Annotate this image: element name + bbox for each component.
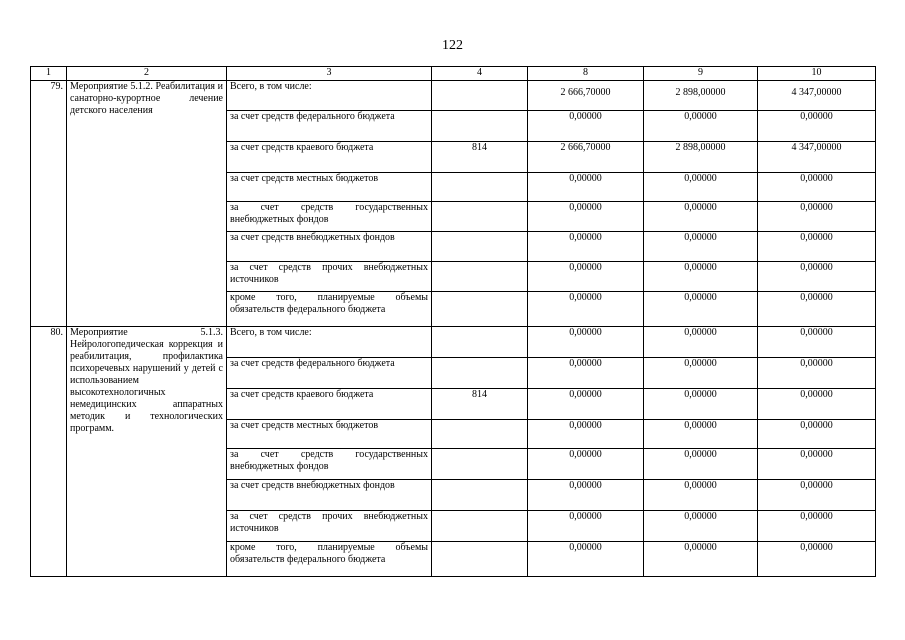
- source-label: за счет средств федерального бюджета: [227, 111, 432, 142]
- value-col-10: 4 347,00000: [758, 142, 876, 173]
- value-col-8: 0,00000: [528, 202, 644, 232]
- value-col-8: 0,00000: [528, 232, 644, 262]
- value-col-8: 0,00000: [528, 511, 644, 542]
- value-col-9: 0,00000: [644, 480, 758, 511]
- source-label: за счет средств местных бюджетов: [227, 420, 432, 449]
- value-col-9: 0,00000: [644, 511, 758, 542]
- header-col-10: 10: [758, 67, 876, 81]
- source-label: за счет средств местных бюджетов: [227, 173, 432, 202]
- source-label: за счет средств прочих внебюджетных источников: [227, 262, 432, 292]
- value-col-8: 0,00000: [528, 292, 644, 327]
- source-label: кроме того, планируемые объемы обязательств федерального бюджета: [227, 542, 432, 577]
- source-label: за счет средств федерального бюджета: [227, 358, 432, 389]
- value-col-10: 0,00000: [758, 202, 876, 232]
- table-row: [31, 81, 876, 111]
- value-col-10: 0,00000: [758, 327, 876, 358]
- source-label: Всего, в том числе:: [227, 327, 432, 358]
- header-col-4: 4: [432, 67, 528, 81]
- value-col-8: 0,00000: [528, 327, 644, 358]
- value-col-8: 2 666,70000: [528, 81, 644, 111]
- value-col-9: 2 898,00000: [644, 81, 758, 111]
- value-col-9: 0,00000: [644, 358, 758, 389]
- code-cell: [432, 173, 528, 202]
- header-row: [31, 67, 876, 81]
- row-index: 79.: [31, 81, 67, 327]
- code-cell: [432, 542, 528, 577]
- value-col-9: 0,00000: [644, 542, 758, 577]
- value-col-10: 0,00000: [758, 480, 876, 511]
- value-col-8: 0,00000: [528, 389, 644, 420]
- table-row: [31, 327, 876, 358]
- row-index: 80.: [31, 327, 67, 577]
- code-cell: 814: [432, 389, 528, 420]
- value-col-10: 0,00000: [758, 449, 876, 480]
- value-col-8: 2 666,70000: [528, 142, 644, 173]
- value-col-9: 2 898,00000: [644, 142, 758, 173]
- value-col-10: 0,00000: [758, 389, 876, 420]
- header-col-9: 9: [644, 67, 758, 81]
- value-col-9: 0,00000: [644, 420, 758, 449]
- source-label: за счет средств краевого бюджета: [227, 142, 432, 173]
- value-col-9: 0,00000: [644, 292, 758, 327]
- code-cell: [432, 232, 528, 262]
- value-col-9: 0,00000: [644, 111, 758, 142]
- value-col-10: 0,00000: [758, 420, 876, 449]
- code-cell: [432, 81, 528, 111]
- code-cell: [432, 358, 528, 389]
- value-col-9: 0,00000: [644, 173, 758, 202]
- code-cell: [432, 111, 528, 142]
- code-cell: [432, 480, 528, 511]
- source-label: за счет средств внебюджетных фондов: [227, 232, 432, 262]
- source-label: кроме того, планируемые объемы обязательств федерального бюджета: [227, 292, 432, 327]
- code-cell: [432, 511, 528, 542]
- code-cell: [432, 262, 528, 292]
- value-col-8: 0,00000: [528, 542, 644, 577]
- value-col-9: 0,00000: [644, 262, 758, 292]
- value-col-8: 0,00000: [528, 420, 644, 449]
- code-cell: 814: [432, 142, 528, 173]
- source-label: за счет средств прочих внебюджетных источников: [227, 511, 432, 542]
- value-col-8: 0,00000: [528, 262, 644, 292]
- header-col-1: 1: [31, 67, 67, 81]
- code-cell: [432, 327, 528, 358]
- source-label: за счет средств государственных внебюджетных фондов: [227, 449, 432, 480]
- value-col-10: 0,00000: [758, 262, 876, 292]
- budget-table: [30, 66, 876, 577]
- source-label: Всего, в том числе:: [227, 81, 432, 111]
- event-description: Мероприятие 5.1.2. Реабилитация и санаторно-курортное лечение детского населения: [67, 81, 227, 327]
- value-col-9: 0,00000: [644, 449, 758, 480]
- code-cell: [432, 202, 528, 232]
- value-col-10: 4 347,00000: [758, 81, 876, 111]
- value-col-10: 0,00000: [758, 111, 876, 142]
- source-label: за счет средств внебюджетных фондов: [227, 480, 432, 511]
- value-col-10: 0,00000: [758, 511, 876, 542]
- value-col-8: 0,00000: [528, 173, 644, 202]
- value-col-10: 0,00000: [758, 542, 876, 577]
- header-col-3: 3: [227, 67, 432, 81]
- header-col-2: 2: [67, 67, 227, 81]
- value-col-10: 0,00000: [758, 232, 876, 262]
- value-col-8: 0,00000: [528, 480, 644, 511]
- value-col-9: 0,00000: [644, 232, 758, 262]
- code-cell: [432, 420, 528, 449]
- page-number: 122: [442, 38, 463, 53]
- source-label: за счет средств краевого бюджета: [227, 389, 432, 420]
- value-col-8: 0,00000: [528, 358, 644, 389]
- value-col-8: 0,00000: [528, 449, 644, 480]
- event-description: Мероприятие 5.1.3. Нейрологопедическая коррекция и реабилитация, профилактика психоречевых нарушений у детей с использованием высокотехнологичных немедицинских аппаратных методик и технологических программ.: [67, 327, 227, 577]
- value-col-10: 0,00000: [758, 358, 876, 389]
- source-label: за счет средств государственных внебюджетных фондов: [227, 202, 432, 232]
- header-col-8: 8: [528, 67, 644, 81]
- code-cell: [432, 449, 528, 480]
- value-col-9: 0,00000: [644, 327, 758, 358]
- code-cell: [432, 292, 528, 327]
- value-col-10: 0,00000: [758, 173, 876, 202]
- value-col-9: 0,00000: [644, 389, 758, 420]
- value-col-8: 0,00000: [528, 111, 644, 142]
- value-col-9: 0,00000: [644, 202, 758, 232]
- value-col-10: 0,00000: [758, 292, 876, 327]
